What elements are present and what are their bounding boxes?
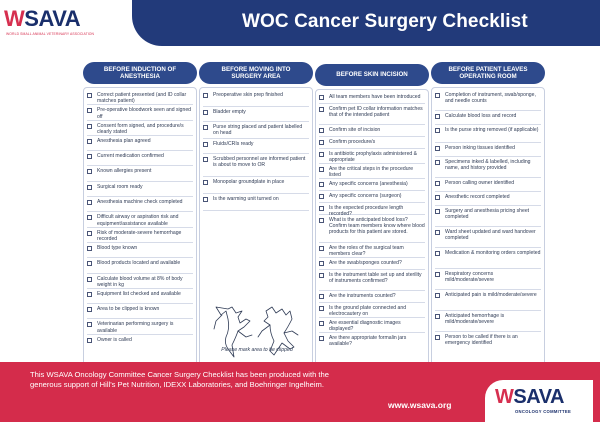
checkbox[interactable]	[319, 167, 324, 172]
oncology-committee-logo	[485, 380, 593, 422]
checklist-item: Are the instruments counted?	[319, 291, 425, 303]
checkbox[interactable]	[319, 107, 324, 112]
column-before-skin-incision	[315, 62, 429, 369]
checklist-item: Medication & monitoring orders completed	[435, 248, 541, 269]
checklist-item: Person to be called if there is an emergency identified	[435, 332, 541, 356]
checklist-item: Monopolar groundplate in place	[203, 177, 309, 194]
checkbox[interactable]	[203, 157, 208, 162]
checkbox[interactable]	[87, 231, 92, 236]
checkbox[interactable]	[435, 181, 440, 186]
footer-logo-wordmark: WSAVA	[495, 386, 564, 408]
checkbox[interactable]	[435, 93, 440, 98]
checklist-item: Scrubbed personnel are informed patient is about to move to OR	[203, 154, 309, 177]
checkbox[interactable]	[319, 206, 324, 211]
checklist-item: Risk of moderate-severe hemorrhage recorded	[87, 228, 193, 243]
checklist-item: Is antibiotic prophylaxis administered & appropriate	[319, 149, 425, 164]
footer-url[interactable]: www.wsava.org	[388, 400, 452, 410]
checkbox[interactable]	[319, 218, 324, 223]
checkbox[interactable]	[319, 140, 324, 145]
header	[0, 0, 600, 46]
checkbox[interactable]	[87, 169, 92, 174]
checklist-item: Blood products located and available	[87, 258, 193, 273]
checkbox[interactable]	[203, 125, 208, 130]
footer-logo-subtitle: ONCOLOGY COMMITTEE	[515, 409, 572, 414]
checkbox[interactable]	[435, 195, 440, 200]
checklist-item: Surgical room ready	[87, 182, 193, 197]
checkbox[interactable]	[87, 261, 92, 266]
checkbox[interactable]	[87, 200, 92, 205]
column-heading: BEFORE INDUCTION OF ANESTHESIA	[83, 62, 197, 84]
checklist-item: Is the ground plate connected and electrocautery on	[319, 303, 425, 318]
checkbox[interactable]	[87, 154, 92, 159]
checkbox[interactable]	[203, 197, 208, 202]
checklist-item: What is the anticipated blood loss? Confirm team members know where blood products for this patient are stored.	[319, 215, 425, 243]
checklist-item: Is the instrument table set up and sterility of instruments confirmed?	[319, 270, 425, 291]
checkbox[interactable]	[319, 273, 324, 278]
checklist-item: Is the warming unit turned on	[203, 194, 309, 211]
checklist-item: Is the expected procedure length recorded?	[319, 203, 425, 215]
checkbox[interactable]	[435, 114, 440, 119]
checkbox[interactable]	[435, 293, 440, 298]
checkbox[interactable]	[87, 277, 92, 282]
checklist	[199, 87, 313, 369]
footer-sponsor-text: This WSAVA Oncology Committee Cancer Surgery Checklist has been produced with the generous support of Hill's Pet Nutrition, IDEXX Laboratories, and Boehringer Ingelheim.	[30, 370, 329, 389]
checkbox[interactable]	[435, 335, 440, 340]
checklist-item: Are the swab/sponges counted?	[319, 258, 425, 270]
checkbox[interactable]	[87, 124, 92, 129]
checklist-item: Equipment list checked and available	[87, 289, 193, 304]
checklist-item: Correct patient presented (and ID collar matches patient)	[87, 90, 193, 105]
checklist-item: Are the roles of the surgical team members clear?	[319, 243, 425, 258]
checklist-item: Ward sheet updated and ward handover completed	[435, 227, 541, 248]
checklist-item: Known allergies present	[87, 166, 193, 181]
checkbox[interactable]	[319, 336, 324, 341]
checkbox[interactable]	[435, 230, 440, 235]
checkbox[interactable]	[435, 209, 440, 214]
checklist-item: Current medication confirmed	[87, 151, 193, 166]
checklist-item: Person inking tissues identified	[435, 143, 541, 157]
checkbox[interactable]	[435, 128, 440, 133]
checkbox[interactable]	[87, 139, 92, 144]
checklist-item: Anticipated hemorrhage is mild/moderate/severe	[435, 311, 541, 332]
checklist-item: Specimens inked & labelled, including name, and history provided	[435, 157, 541, 178]
checklist-item: Are there appropriate formalin jars available?	[319, 333, 425, 349]
checklist-item: Difficult airway or aspiration risk and equipment/assistance available	[87, 212, 193, 227]
checklist-item: Is the purse string removed (if applicable)	[435, 125, 541, 143]
checklist	[83, 87, 197, 371]
checkbox[interactable]	[319, 95, 324, 100]
checklist-item: Calculate blood volume at 8% of body weight in kg	[87, 274, 193, 289]
checklist-item: Anesthesia plan agreed	[87, 136, 193, 151]
checkbox[interactable]	[435, 272, 440, 277]
checkbox[interactable]	[203, 93, 208, 98]
checklist-item: Preoperative skin prep finished	[203, 90, 309, 107]
checklist-item: Surgery and anesthesia pricing sheet completed	[435, 206, 541, 227]
checklist-item: Respiratory concerns mild/moderate/severe	[435, 269, 541, 290]
checkbox[interactable]	[319, 321, 324, 326]
checklist-item: Any specific concerns (anesthesia)	[319, 179, 425, 191]
checkbox[interactable]	[87, 322, 92, 327]
checklist-item: Area to be clipped is known	[87, 304, 193, 319]
checklist-item: Confirm pet ID collar information matches that of the intended patient	[319, 104, 425, 125]
checklist-item: Are essential diagnostic images displayed?	[319, 318, 425, 333]
checkbox[interactable]	[203, 110, 208, 115]
checkbox[interactable]	[87, 215, 92, 220]
checkbox[interactable]	[319, 152, 324, 157]
checkbox[interactable]	[319, 128, 324, 133]
checklist-item: Anesthetic record completed	[435, 192, 541, 206]
checkbox[interactable]	[87, 246, 92, 251]
column-before-moving	[199, 62, 313, 369]
checkbox[interactable]	[87, 307, 92, 312]
checklist-item: Person calling owner identified	[435, 178, 541, 192]
checkbox[interactable]	[435, 314, 440, 319]
checklist-item: Pre-operative bloodwork seen and signed off	[87, 105, 193, 120]
checklist-item: Purse string placed and patient labelled on head	[203, 122, 309, 139]
checklist-item: Anesthesia machine check completed	[87, 197, 193, 212]
checklist-item: Veterinarian performing surgery is available	[87, 319, 193, 334]
checklist	[431, 87, 545, 369]
checklist-item: Anticipated pain is mild/moderate/severe	[435, 290, 541, 311]
checklist-item: Any specific concerns (surgeon)	[319, 191, 425, 203]
checklist	[315, 89, 429, 369]
checkbox[interactable]	[203, 142, 208, 147]
checklist-item: Completion of instrument, swab/sponge, and needle counts	[435, 90, 541, 111]
checkbox[interactable]	[87, 93, 92, 98]
checklist-item: Consent form signed, and procedure/s clearly stated	[87, 121, 193, 136]
checkbox[interactable]	[87, 108, 92, 113]
checkbox[interactable]	[319, 261, 324, 266]
title-bar	[132, 0, 600, 46]
checkbox[interactable]	[435, 251, 440, 256]
checkbox[interactable]	[319, 294, 324, 299]
column-heading: BEFORE PATIENT LEAVES OPERATING ROOM	[431, 62, 545, 84]
checkbox[interactable]	[87, 338, 92, 343]
checkbox[interactable]	[435, 146, 440, 151]
checklist-item: Confirm site of incision	[319, 125, 425, 137]
checklist-item: Blood type known	[87, 243, 193, 258]
column-heading: BEFORE MOVING INTO SURGERY AREA	[199, 62, 313, 84]
footer	[0, 362, 600, 422]
checklist-item: Owner is called	[87, 335, 193, 350]
logo-tagline: WORLD SMALL ANIMAL VETERINARY ASSOCIATION	[6, 32, 95, 36]
column-heading: BEFORE SKIN INCISION	[315, 64, 429, 86]
checklist-item: Fluids/CRIs ready	[203, 139, 309, 154]
checkbox[interactable]	[319, 246, 324, 251]
checklist-item: Are the critical steps in the procedure listed	[319, 164, 425, 179]
checklist-item: Calculate blood loss and record	[435, 111, 541, 125]
page-title: WOC Cancer Surgery Checklist	[242, 11, 528, 32]
column-before-induction	[83, 62, 197, 371]
logo-wordmark: WSAVA	[4, 6, 81, 31]
checklist-item: Bladder empty	[203, 107, 309, 122]
checkbox[interactable]	[203, 180, 208, 185]
checkbox[interactable]	[319, 306, 324, 311]
checklist-item: All team members have been introduced	[319, 92, 425, 104]
checkbox[interactable]	[319, 182, 324, 187]
checkbox[interactable]	[87, 185, 92, 190]
checkbox[interactable]	[319, 194, 324, 199]
wsava-logo	[4, 4, 110, 42]
column-before-leaving	[431, 62, 545, 369]
clip-area-note: Please mark area to be clipped	[221, 347, 293, 353]
checklist-item: Confirm procedure/s	[319, 137, 425, 149]
checkbox[interactable]	[435, 160, 440, 165]
checkbox[interactable]	[87, 292, 92, 297]
